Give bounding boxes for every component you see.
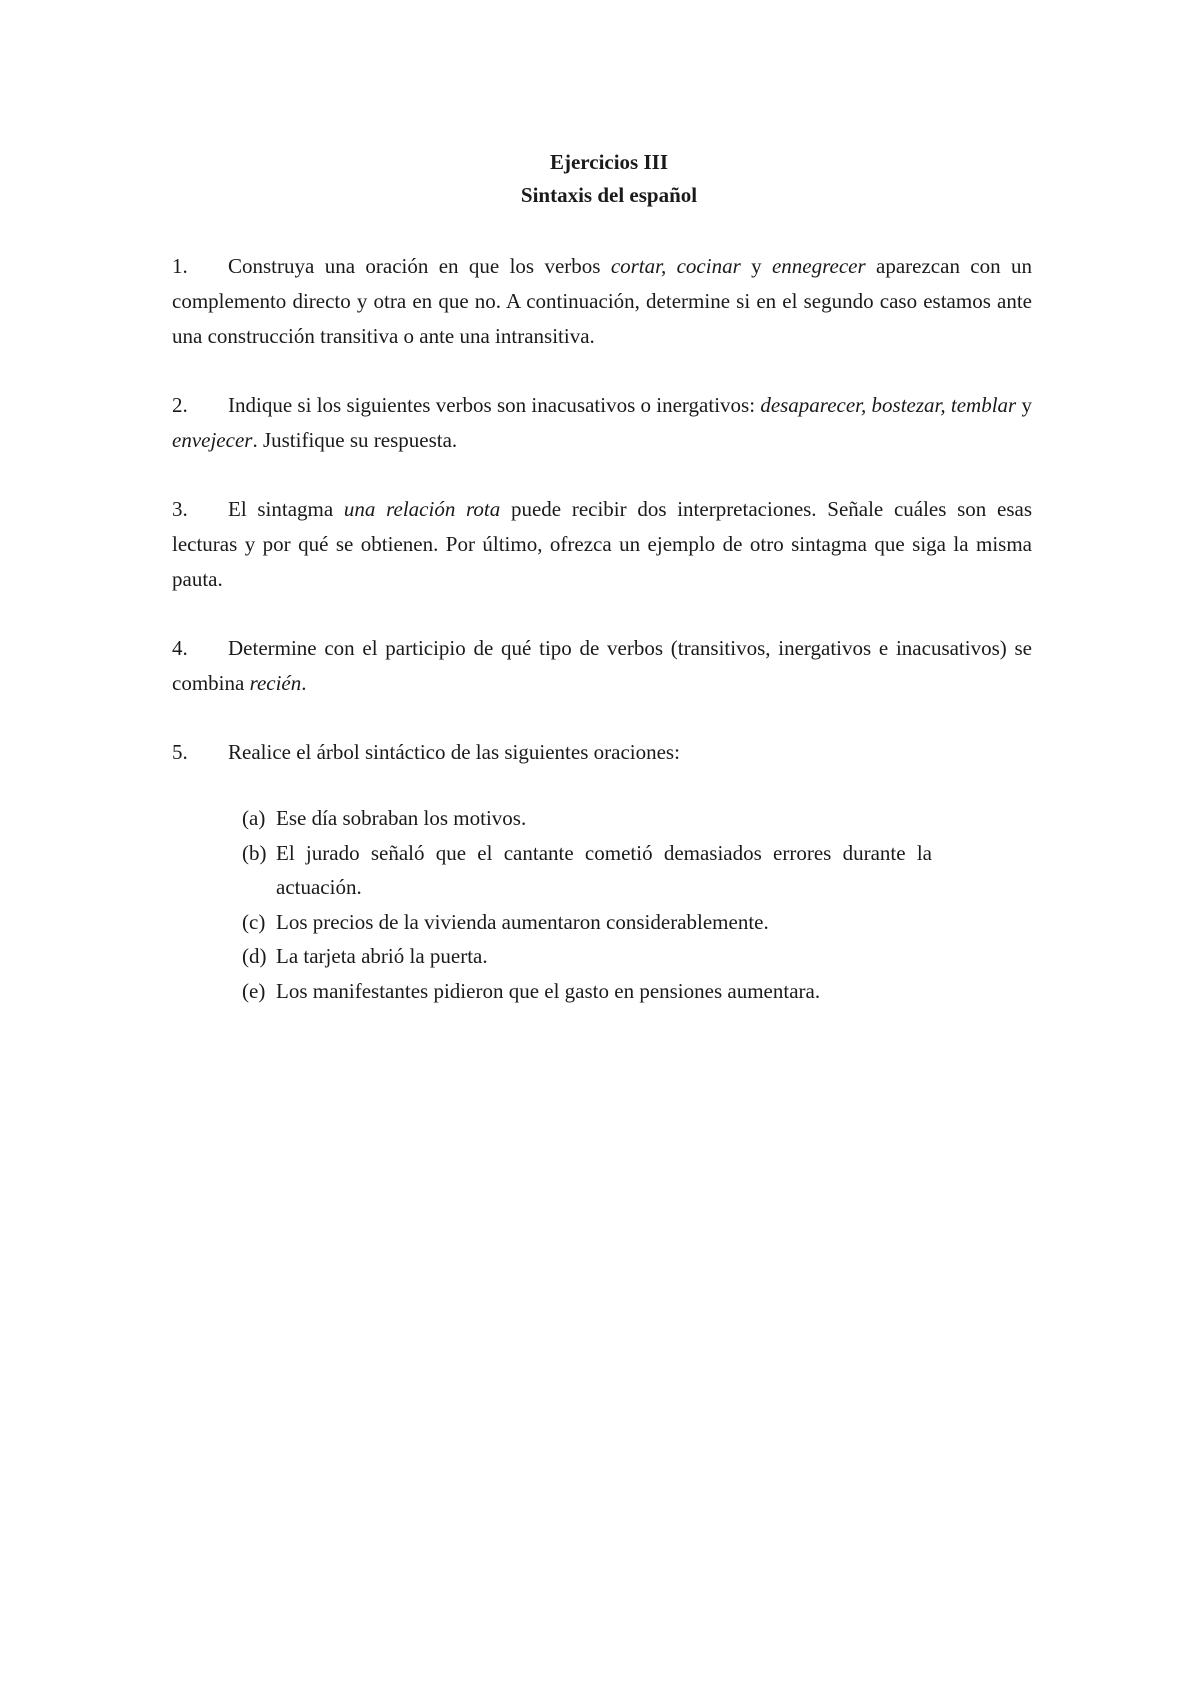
exercise-term: cortar, cocinar: [610, 254, 741, 278]
exercise-term: desaparecer, bostezar, temblar: [760, 393, 1017, 417]
exercise-5: [172, 735, 1032, 1008]
exercise-text: y: [740, 254, 772, 278]
list-item: [242, 801, 1032, 836]
exercise-number: 4.: [172, 636, 188, 660]
list-item: [242, 939, 1032, 974]
exercise-text: Realice el árbol sintáctico de las siguientes oraciones:: [228, 740, 680, 764]
exercise-term: recién: [249, 671, 302, 695]
document-subtitle: Sintaxis del español: [520, 183, 698, 207]
list-item-label: (d): [242, 944, 267, 968]
exercise-text: Determine con el participio de qué tipo de verbos (transitivos, inergativos e inacusativos) se combina: [172, 636, 1032, 695]
exercise-text: aparezcan con un complemento directo y otra en que no. A continuación, determine si en el segundo caso estamos ante una construcción transitiva o ante una intransitiva.: [172, 254, 1032, 348]
exercise-term: una relación rota: [343, 497, 501, 521]
list-item-text: La tarjeta abrió la puerta.: [276, 944, 488, 968]
list-item-text: Los manifestantes pidieron que el gasto en pensiones aumentara.: [276, 978, 821, 1003]
exercise-text: .: [301, 671, 307, 695]
exercise-term: ennegrecer: [771, 254, 866, 278]
list-item: [242, 905, 1032, 940]
exercise-number: 2.: [172, 393, 188, 417]
exercise-3: [172, 492, 1032, 597]
exercise-text: y: [1016, 393, 1032, 417]
title-block: [186, 146, 1032, 212]
exercise-number: 1.: [172, 254, 188, 278]
exercise-number: 5.: [172, 740, 188, 764]
list-item: [242, 836, 1032, 905]
sentence-list: [242, 801, 1032, 1008]
exercise-text: El sintagma: [228, 497, 344, 521]
exercise-1: [172, 249, 1032, 354]
exercise-2: [172, 388, 1032, 458]
list-item: [242, 974, 1032, 1009]
list-item-text: Los precios de la vivienda aumentaron considerablemente.: [276, 909, 769, 934]
exercise-text: Indique si los siguientes verbos son inacusativos o inergativos:: [228, 393, 761, 417]
exercise-text: puede recibir dos interpretaciones. Señale cuáles son esas lecturas y por qué se obtienen. Por último, ofrezca un ejemplo de otro sintagma que siga la misma pauta.: [172, 497, 1032, 591]
exercise-text: Construya una oración en que los verbos: [228, 254, 611, 278]
exercise-number: 3.: [172, 497, 188, 521]
list-item-text: El jurado señaló que el cantante cometió demasiados errores durante la actuación.: [276, 840, 932, 899]
list-item-label: (b): [242, 840, 267, 865]
exercise-term: envejecer: [172, 428, 253, 452]
list-item-label: (c): [242, 909, 266, 934]
list-item-label: (e): [242, 978, 266, 1003]
list-item-label: (a): [242, 806, 266, 830]
document-title: Ejercicios III: [549, 150, 668, 174]
list-item-text: Ese día sobraban los motivos.: [276, 806, 527, 830]
exercise-4: [172, 631, 1032, 701]
exercise-text: . Justifique su respuesta.: [252, 428, 458, 452]
